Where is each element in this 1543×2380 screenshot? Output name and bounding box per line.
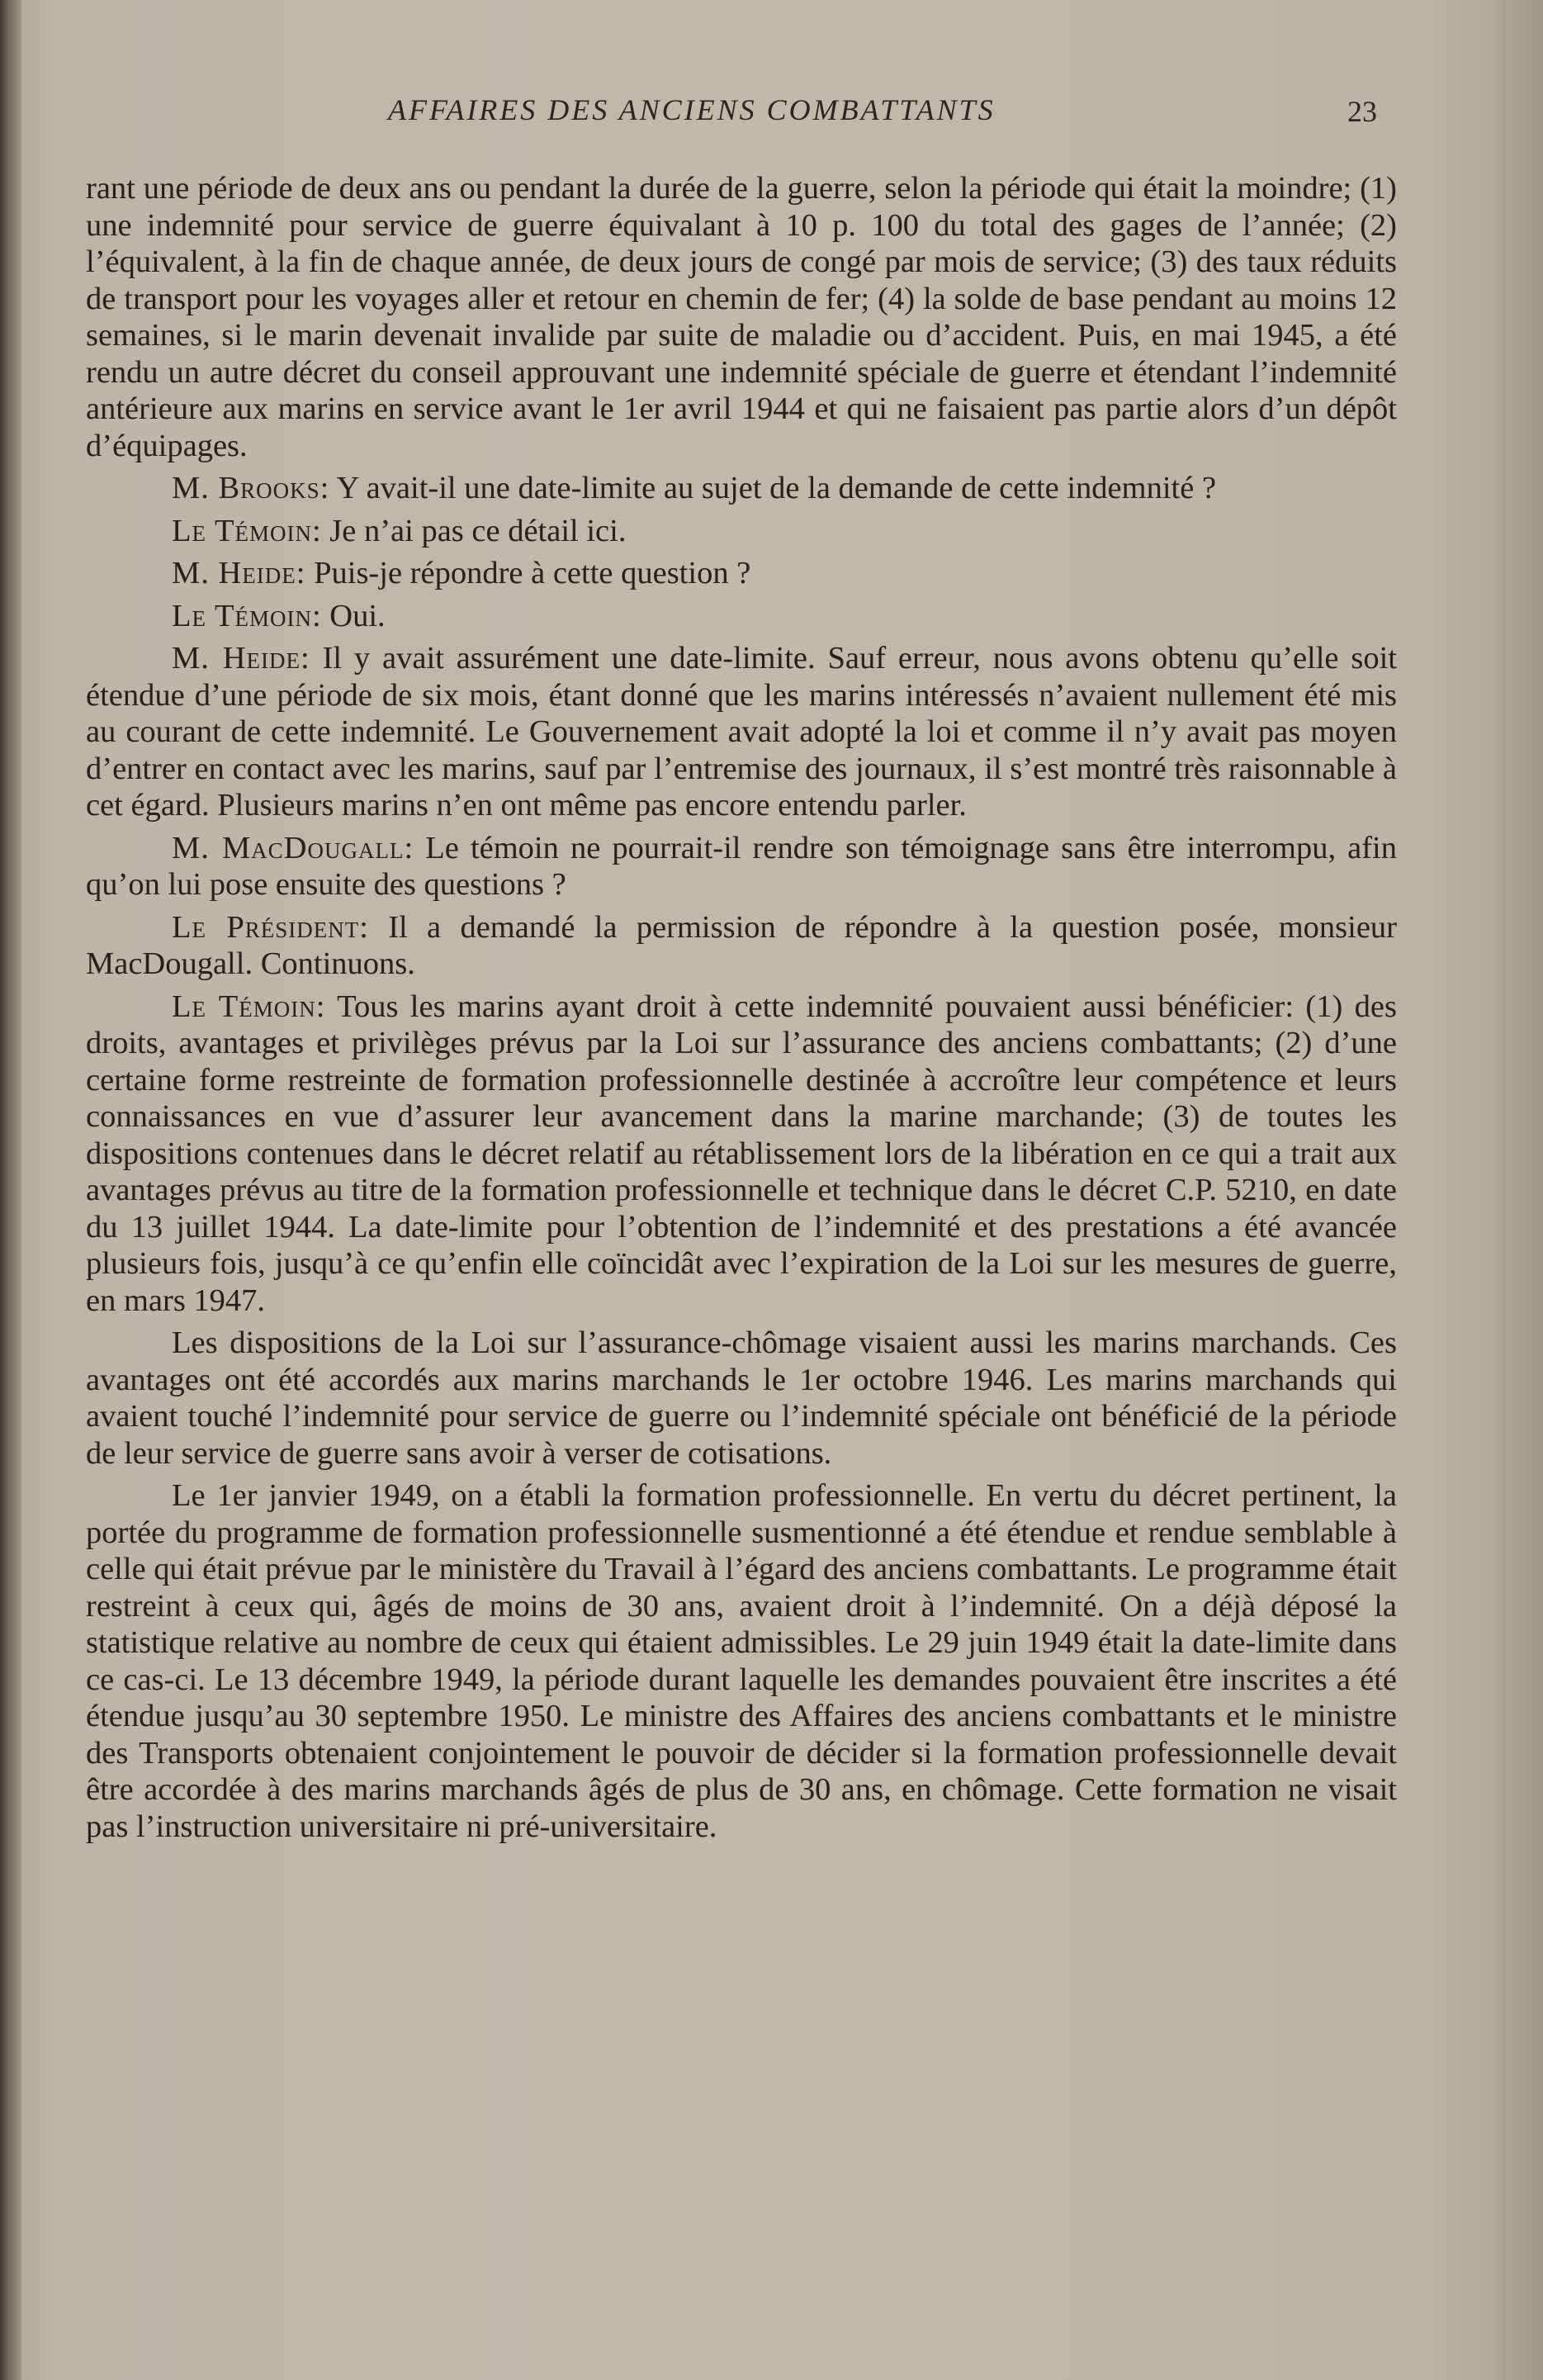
paragraph-3: [86, 513, 1397, 550]
paragraph-8: [86, 909, 1397, 983]
paragraph-text: Je n’ai pas ce détail ici.: [329, 513, 627, 548]
paragraph-text: Il y avait assurément une date-limite. Sauf erreur, nous avons obtenu qu’elle soit étendue d’une période de six mois, étant donné que les marins intéressés n’avaient nullement été mis au courant de cette indemnité. Le Gouvernement avait adopté la loi et comme il n’y avait pas moyen d’entrer en contact avec les marins, sauf par l’entremise des journaux, il s’est montré très raisonnable à cet égard. Plusieurs marins n’en ont même pas encore entendu parler.: [86, 641, 1398, 823]
body-text: [86, 170, 1397, 1851]
paragraph-text: Le 1er janvier 1949, on a établi la formation professionnelle. En vertu du décret pertinent, la portée du programme de formation professionnelle susmentionné a été étendue et rendue semblable à celle qui était prévue par le ministère du Travail à l’égard des anciens combattants. Le programme était restreint à ceux qui, âgés de moins de 30 ans, avaient droit à l’indemnité. On a déjà déposé la statistique relative au nombre de ceux qui étaient admissibles. Le 29 juin 1949 était la date-limite dans ce cas-ci. Le 13 décembre 1949, la période durant laquelle les demandes pouvaient être inscrites a été étendue jusqu’au 30 septembre 1950. Le ministre des Affaires des anciens combattants et le ministre des Transports obtenaient conjointement le pouvoir de décider si la formation professionnelle devait être accordée à des marins marchands âgés de plus de 30 ans, en chômage. Cette formation ne visait pas l’instruction universitaire ni pré-universitaire.: [86, 1478, 1397, 1844]
speaker-label: M. Heide:: [172, 556, 306, 590]
speaker-label: Le Témoin:: [172, 598, 322, 633]
paragraph-4: [86, 555, 1397, 592]
speaker-label: M. MacDougall:: [172, 830, 414, 865]
paragraph-10: [86, 1325, 1397, 1472]
page-number: 23: [1347, 95, 1377, 128]
paragraph-text: Puis-je répondre à cette question ?: [314, 556, 751, 590]
speaker-label: M. Heide:: [172, 641, 310, 676]
paragraph-9: [86, 989, 1397, 1320]
paragraph-text: Tous les marins ayant droit à cette indemnité pouvaient aussi bénéficier: (1) des droits, avantages et privilèges prévus par la Loi sur l’assurance des anciens combattants; (2) d’une certaine forme restreinte de formation professionnelle destinée à accroître leur compétence et leurs connaissances en vue d’assurer leur avancement dans la marine marchande; (3) de toutes les dispositions contenues dans le décret relatif au rétablissement lors de la libération en ce qui a trait aux avantages prévus au titre de la formation professionnelle et technique dans le décret C.P. 5210, en date du 13 juillet 1944. La date-limite pour l’obtention de l’indemnité et des prestations a été avancée plusieurs fois, jusqu’à ce qu’enfin elle coïncidât avec l’expiration de la Loi sur les mesures de guerre, en mars 1947.: [86, 989, 1397, 1318]
page-edge-shadow: [1493, 0, 1543, 2380]
paragraph-text: Il a demandé la permission de répondre à la question posée, monsieur MacDougall. Continuons.: [86, 909, 1397, 981]
speaker-label: Le Témoin:: [172, 513, 322, 548]
paragraph-11: [86, 1477, 1397, 1845]
paragraph-text: Oui.: [329, 598, 386, 633]
speaker-label: Le Président:: [172, 909, 369, 945]
paragraph-text: rant une période de deux ans ou pendant la durée de la guerre, selon la période qui était la moindre; (1) une indemnité pour service de guerre équivalant à 10 p. 100 du total des gages de l’année; (2) l’équivalent, à la fin de chaque année, de deux jours de congé par mois de service; (3) des taux réduits de transport pour les voyages aller et retour en chemin de fer; (4) la solde de base pendant au moins 12 semaines, si le marin devenait invalide par suite de maladie ou d’accident. Puis, en mai 1945, a été rendu un autre décret du conseil approuvant une indemnité spéciale de guerre et étendant l’indemnité antérieure aux marins en service avant le 1er avril 1944 et qui ne faisaient pas partie alors d’un dépôt d’équipages.: [86, 171, 1397, 463]
page-binding-shadow: [0, 0, 21, 2380]
running-title: AFFAIRES DES ANCIENS COMBATTANTS: [388, 93, 996, 126]
paragraph-text: Y avait-il une date-limite au sujet de la demande de cette indemnité ?: [336, 471, 1217, 505]
speaker-label: M. Brooks:: [172, 471, 330, 505]
paragraph-text: Les dispositions de la Loi sur l’assurance-chômage visaient aussi les marins marchands. Ces avantages ont été accordés aux marins marchands le 1er octobre 1946. Les marins marchands qui avaient touché l’indemnité pour service de guerre ou l’indemnité spéciale ont bénéficié de la période de leur service de guerre sans avoir à verser de cotisations.: [86, 1325, 1397, 1471]
paragraph-7: [86, 830, 1397, 903]
speaker-label: Le Témoin:: [172, 989, 326, 1024]
paragraph-6: [86, 640, 1397, 824]
paragraph-1: [86, 170, 1397, 464]
paragraph-text: Le témoin ne pourrait-il rendre son témoignage sans être interrompu, afin qu’on lui pose ensuite des questions ?: [86, 830, 1398, 902]
paragraph-5: [86, 598, 1397, 635]
paragraph-2: [86, 470, 1397, 507]
